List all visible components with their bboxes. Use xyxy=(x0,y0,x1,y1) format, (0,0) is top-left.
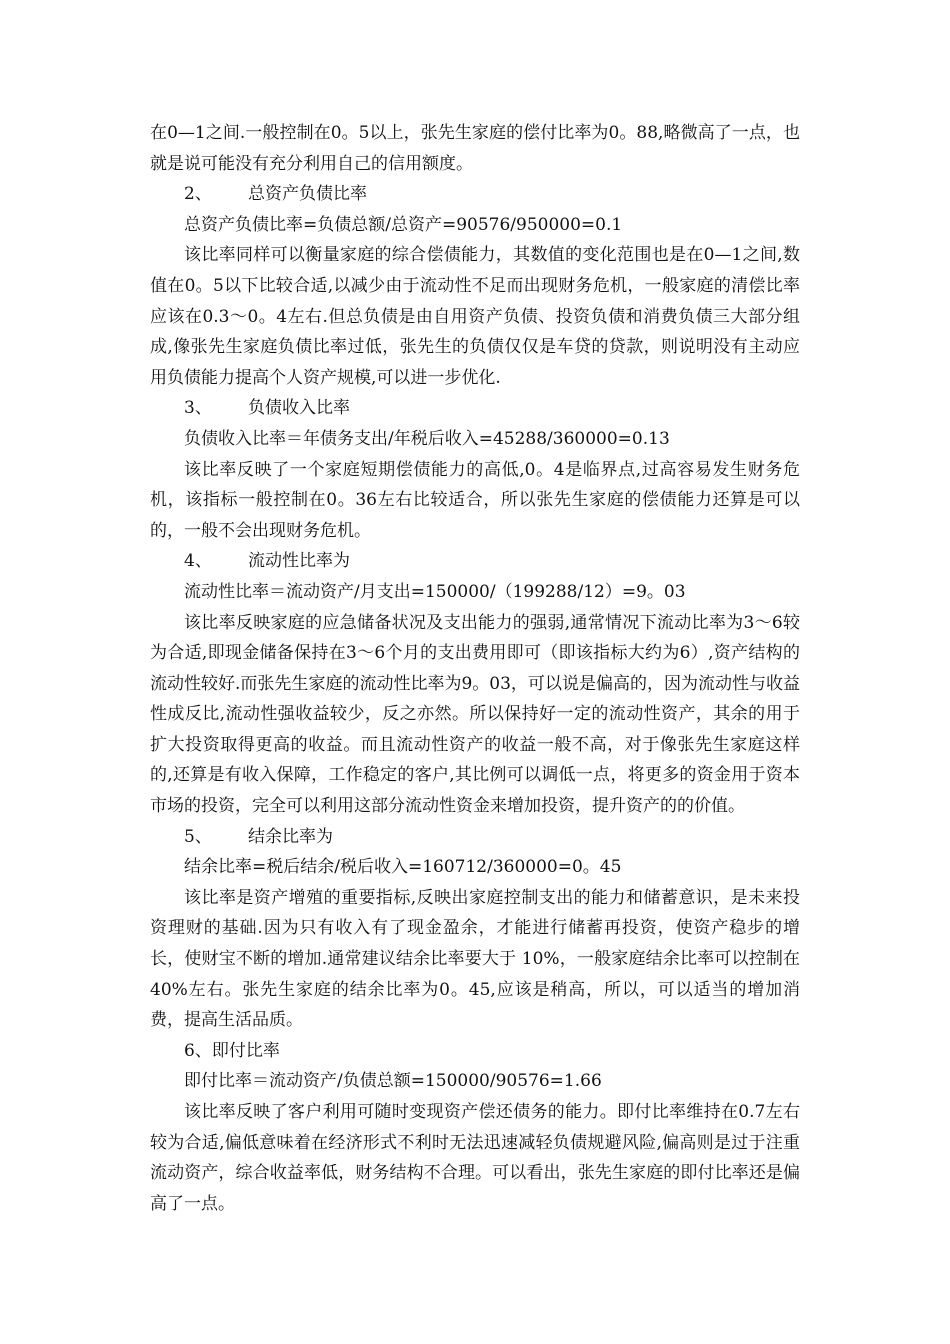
body-paragraph: 该比率反映了客户利用可随时变现资产偿还债务的能力。即付比率维持在0.7左右较为合适,偏低意味着在经济形式不利时无法迅速减轻负债规避风险,偏高则是过于注重流动资产，综合收益率低，财务结构不合理。可以看出，张先生家庭的即付比率还是偏高了一点。 xyxy=(150,1102,800,1214)
section-title: 结余比率为 xyxy=(248,826,333,847)
body-paragraph: 该比率同样可以衡量家庭的综合偿债能力，其数值的变化范围也是在0—1之间,数值在0。5以下比较合适,以减少由于流动性不足而出现财务危机，一般家庭的清偿比率应该在0.3～0。4左右.但总负债是由自用资产负债、投资负债和消费负债三大部分组成,像张先生家庭负债比率过低，张先生的负债仅仅是车贷的贷款，则说明没有主动应用负债能力提高个人资产规模,可以进一步优化. xyxy=(150,245,800,388)
formula-line: 结余比率=税后结余/税后收入=160712/360000=0。45 xyxy=(184,857,622,878)
section-heading-3 xyxy=(150,393,800,424)
formula-line: 负债收入比率＝年债务支出/年税后收入=45288/360000=0.13 xyxy=(184,428,670,449)
intro-paragraph: 在0—1之间.一般控制在0。5以上，张先生家庭的偿付比率为0。88,略微高了一点，也就是说可能没有充分利用自己的信用额度。 xyxy=(150,123,800,174)
section-heading-5 xyxy=(150,822,800,853)
section-number: 3、 xyxy=(184,398,212,419)
section-number: 2、 xyxy=(184,184,212,205)
formula-line: 流动性比率＝流动资产/月支出=150000/（199288/12）=9。03 xyxy=(184,581,686,602)
section-title: 负债收入比率 xyxy=(248,398,350,419)
body-paragraph: 该比率反映了一个家庭短期偿债能力的高低,0。4是临界点,过高容易发生财务危机，该指标一般控制在0。36左右比较适合，所以张先生家庭的偿债能力还算是可以的，一般不会出现财务危机。 xyxy=(150,459,800,541)
body-paragraph: 该比率是资产增殖的重要指标,反映出家庭控制支出的能力和储蓄意识，是未来投资理财的基础.因为只有收入有了现金盈余，才能进行储蓄再投资，使资产稳步的增长，使财宝不断的增加.通常建议结余比率要大于 10%，一般家庭结余比率可以控制在40%左右。张先生家庭的结余比率为0。45,应该是稍高，所以，可以适当的增加消费，提高生活品质。 xyxy=(150,887,800,1031)
section-heading-6 xyxy=(150,1036,800,1067)
document-page xyxy=(150,118,800,1219)
formula-line: 即付比率＝流动资产/负债总额=150000/90576=1.66 xyxy=(184,1071,602,1092)
section-number: 4、 xyxy=(184,551,212,572)
section-title: 即付比率 xyxy=(211,1040,280,1061)
section-heading-4 xyxy=(150,546,800,577)
section-heading-2 xyxy=(150,179,800,210)
section-title: 总资产负债比率 xyxy=(248,184,367,205)
section-title: 流动性比率为 xyxy=(248,551,350,572)
section-number: 5、 xyxy=(184,826,212,847)
body-paragraph: 该比率反映家庭的应急储备状况及支出能力的强弱,通常情况下流动比率为3～6较为合适,即现金储备保持在3～6个月的支出费用即可（即该指标大约为6）,资产结构的流动性较好.而张先生家庭的流动性比率为9。03，可以说是偏高的，因为流动性与收益性成反比,流动性强收益较少，反之亦然。所以保持好一定的流动性资产，其余的用于扩大投资取得更高的收益。而且流动性资产的收益一般不高，对于像张先生家庭这样的,还算是有收入保障，工作稳定的客户,其比例可以调低一点，将更多的资金用于资本市场的投资，完全可以利用这部分流动性资金来增加投资，提升资产的的价值。 xyxy=(150,612,800,817)
section-number: 6、 xyxy=(184,1040,212,1061)
formula-line: 总资产负债比率=负债总额/总资产=90576/950000=0.1 xyxy=(184,214,623,235)
